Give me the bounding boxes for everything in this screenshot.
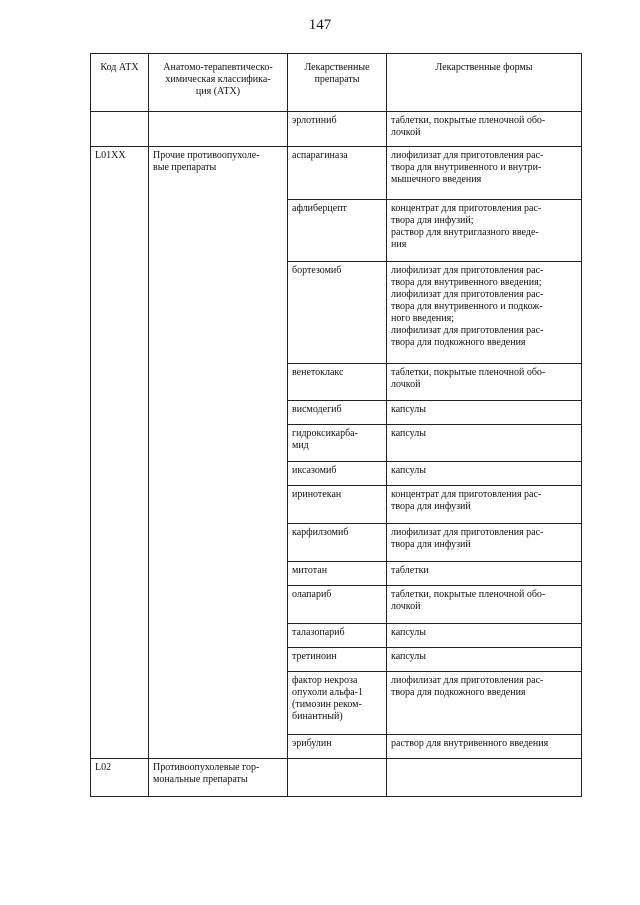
dosage-form: капсулы: [387, 648, 582, 672]
dosage-form: лиофилизат для приготовления рас- твора для инфузий: [387, 524, 582, 562]
dosage-form: лиофилизат для приготовления рас- твора для подкожного введения: [387, 672, 582, 735]
atx-classification: Противоопухолевые гор- мональные препараты: [149, 759, 288, 797]
drug-name: эрибулин: [288, 735, 387, 759]
drug-name: третиноин: [288, 648, 387, 672]
drug-name: афлиберцепт: [288, 200, 387, 262]
drug-name: иринотекан: [288, 486, 387, 524]
dosage-form: лиофилизат для приготовления рас- твора для внутривенного введения; лиофилизат для приготовления рас- твора для внутривенного и подкож- ного введения; лиофилизат для приготовления рас- твора для подкожного введения: [387, 262, 582, 364]
drug-name: карфилзомиб: [288, 524, 387, 562]
classification-cell-empty: [149, 112, 288, 147]
code-cell-empty: [91, 112, 149, 147]
dosage-form: [387, 759, 582, 797]
dosage-form: раствор для внутривенного введения: [387, 735, 582, 759]
dosage-form: капсулы: [387, 401, 582, 425]
drug-name: фактор некроза опухоли альфа-1 (тимозин реком- бинантный): [288, 672, 387, 735]
atx-code: L02: [91, 759, 149, 797]
drug-name: бортезомиб: [288, 262, 387, 364]
dosage-form: концентрат для приготовления рас- твора для инфузий: [387, 486, 582, 524]
dosage-form: таблетки: [387, 562, 582, 586]
header-dosage-forms: Лекарственные формы: [387, 54, 582, 112]
drug-name: талазопариб: [288, 624, 387, 648]
atx-table: [90, 53, 582, 797]
dosage-form: концентрат для приготовления рас- твора для инфузий; раствор для внутриглазного введе- ния: [387, 200, 582, 262]
drug-name: иксазомиб: [288, 462, 387, 486]
dosage-form: таблетки, покрытые пленочной обо- лочкой: [387, 586, 582, 624]
header-atx-code: Код АТХ: [91, 54, 149, 112]
header-drugs: Лекарственные препараты: [288, 54, 387, 112]
table-header-row: [91, 54, 582, 112]
page-number: 147: [308, 17, 332, 33]
dosage-form: таблетки, покрытые пленочной обо- лочкой: [387, 364, 582, 401]
table-row: [91, 759, 582, 797]
drug-name: аспарагиназа: [288, 147, 387, 200]
atx-code: L01XX: [91, 147, 149, 759]
drug-name: олапариб: [288, 586, 387, 624]
dosage-form: капсулы: [387, 425, 582, 462]
header-atx-classification: Анатомо-терапевтическо- химическая классифика- ция (АТХ): [149, 54, 288, 112]
drug-name: гидроксикарба- мид: [288, 425, 387, 462]
table-row: [91, 147, 582, 200]
drug-name: венетоклакс: [288, 364, 387, 401]
drug-name: эрлотиниб: [288, 112, 387, 147]
dosage-form: капсулы: [387, 624, 582, 648]
dosage-form: таблетки, покрытые пленочной обо- лочкой: [387, 112, 582, 147]
drug-name: [288, 759, 387, 797]
table-row: [91, 112, 582, 147]
atx-classification: Прочие противоопухоле- вые препараты: [149, 147, 288, 759]
drug-name: митотан: [288, 562, 387, 586]
dosage-form: капсулы: [387, 462, 582, 486]
drug-name: висмодегиб: [288, 401, 387, 425]
dosage-form: лиофилизат для приготовления рас- твора для внутривенного и внутри- мышечного введения: [387, 147, 582, 200]
